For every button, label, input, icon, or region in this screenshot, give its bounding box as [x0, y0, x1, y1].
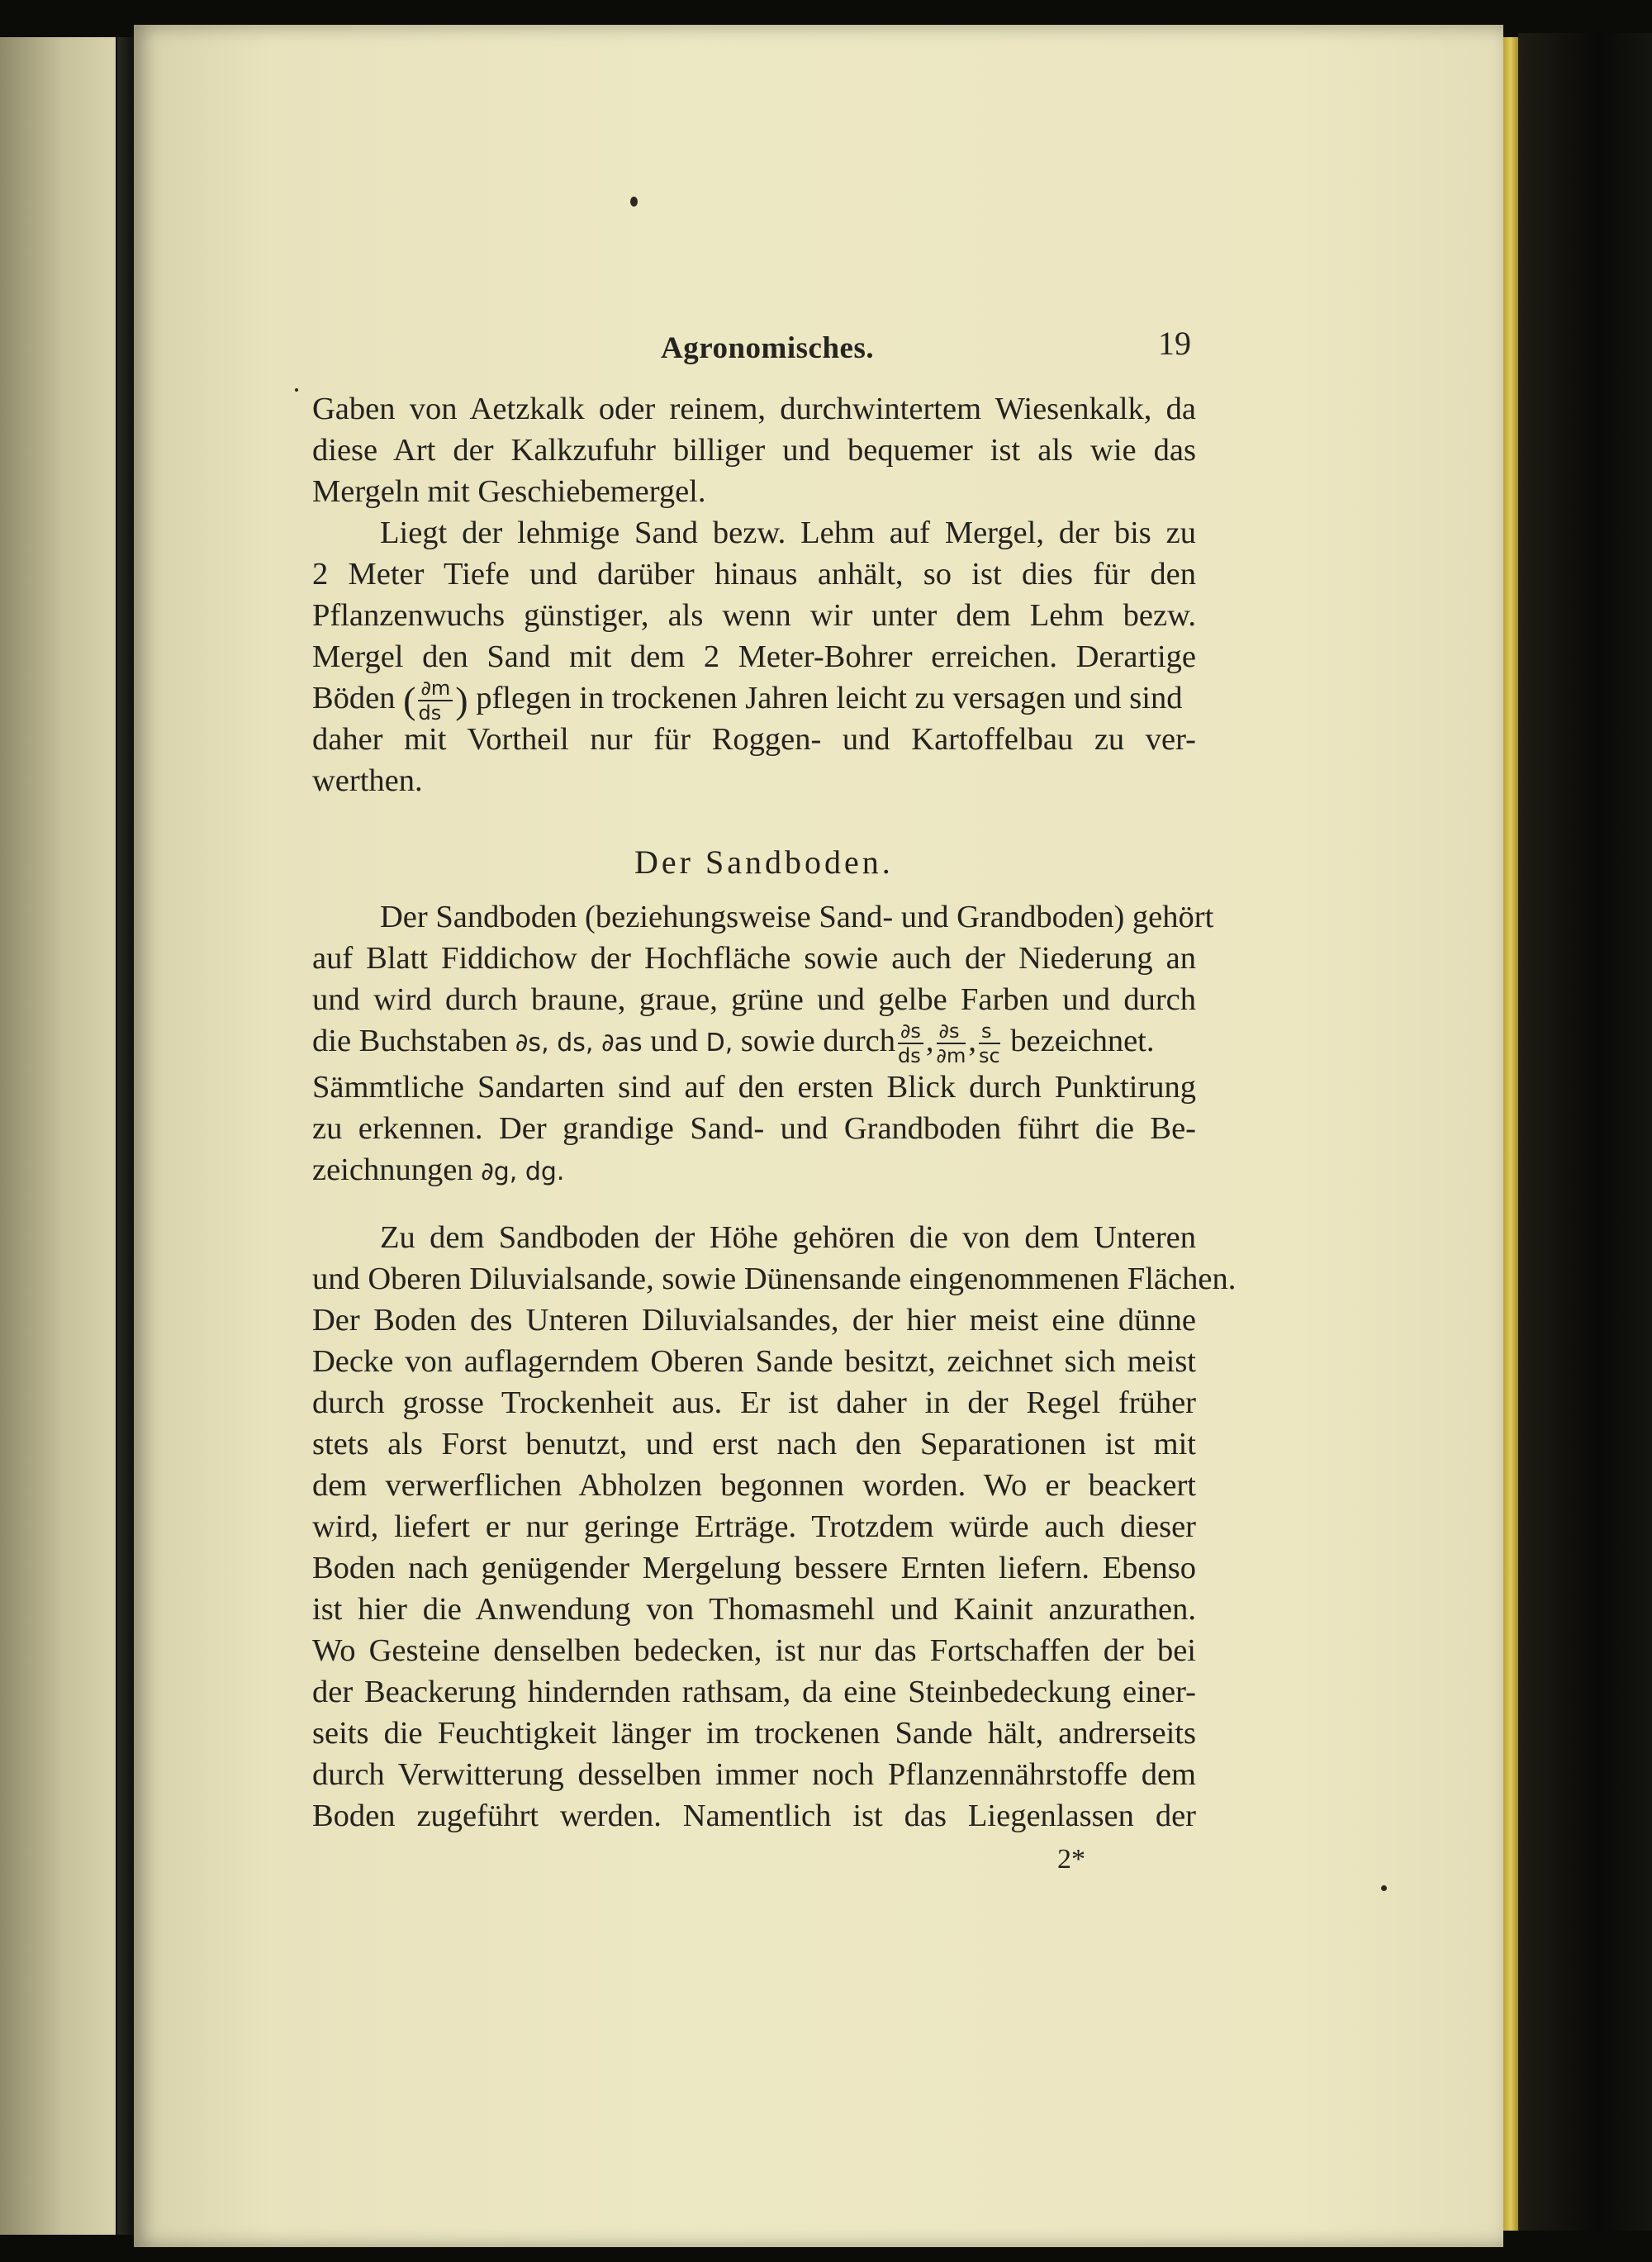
ink-speck	[630, 197, 638, 207]
text-fragment: Böden	[312, 681, 396, 715]
fraction-numerator: s	[979, 1021, 1000, 1044]
fraction-numerator: ∂s	[937, 1021, 966, 1044]
text-line: Der Sandboden (beziehungsweise Sand- und Grandboden) gehört	[380, 900, 1214, 934]
text-line: ist hier die Anwendung von Thomasmehl und Kainit anzurathen.	[312, 1592, 1196, 1627]
text-line: diese Art der Kalkzufuhr billiger und bequemer ist als wie das	[312, 433, 1196, 468]
text-line: Boden zugeführt werden. Namentlich ist das Liegenlassen der	[312, 1799, 1196, 1833]
text-line: durch grosse Trockenheit aus. Er ist daher in der Regel früher	[312, 1385, 1196, 1420]
text-line: Boden nach genügender Mergelung bessere Ernten liefern. Ebenso	[312, 1551, 1196, 1585]
text-line: Mergel den Sand mit dem 2 Meter-Bohrer erreichen. Derartige	[312, 639, 1196, 674]
text-line-with-fraction	[312, 677, 1196, 725]
fraction-symbol	[979, 1021, 1000, 1066]
text-fragment: bezeichnet.	[1010, 1024, 1155, 1058]
section-heading: Der Sandboden.	[634, 843, 894, 881]
ink-speck	[1381, 1885, 1387, 1891]
book-cover-edge	[1518, 33, 1652, 2231]
ink-speck	[295, 388, 298, 392]
text-line: werthen.	[312, 763, 423, 798]
text-fragment: zeichnungen	[312, 1152, 473, 1187]
text-line: wird, liefert er nur geringe Erträge. Trotzdem würde auch dieser	[312, 1509, 1196, 1544]
map-symbol: ds,	[557, 1029, 594, 1057]
map-symbol: ∂as	[601, 1029, 643, 1057]
left-page-edge	[0, 37, 116, 2235]
text-line: und wird durch braune, graue, grüne und gelbe Farben und durch	[312, 982, 1196, 1017]
text-line: Decke von auflagerndem Oberen Sande besitzt, zeichnet sich meist	[312, 1344, 1196, 1379]
fraction-denominator: ds	[897, 1044, 921, 1068]
parenthesis-close: )	[455, 679, 468, 722]
signature-mark: 2*	[1057, 1844, 1085, 1875]
fraction-numerator: ∂s	[898, 1021, 923, 1044]
map-symbol: ∂g, dg.	[481, 1157, 565, 1186]
fraction-symbol	[898, 1021, 923, 1066]
text-line: Liegt der lehmige Sand bezw. Lehm auf Mergel, der bis zu	[380, 516, 1196, 550]
text-line: 2 Meter Tiefe und darüber hinaus anhält, so ist dies für den	[312, 557, 1196, 592]
text-line: und Oberen Diluvialsande, sowie Dünensande eingenommenen Flächen.	[312, 1262, 1237, 1296]
page-number: 19	[1158, 325, 1191, 362]
text-line: Sämmtliche Sandarten sind auf den ersten Blick durch Punktirung	[312, 1070, 1196, 1105]
fraction-symbol	[937, 1021, 966, 1066]
fraction-denominator: sc	[978, 1044, 1000, 1068]
map-symbol: D,	[705, 1029, 733, 1057]
text-line: dem verwerflichen Abholzen begonnen worden. Wo er beackert	[312, 1468, 1196, 1503]
fraction-denominator: ∂m	[936, 1044, 966, 1068]
parenthesis-open: (	[403, 679, 416, 722]
text-line: Gaben von Aetzkalk oder reinem, durchwintertem Wiesenkalk, da	[312, 392, 1196, 426]
paragraph-1	[312, 388, 1196, 512]
paragraph-2	[312, 512, 1196, 801]
text-line: Wo Gesteine denselben bedecken, ist nur das Fortschaffen der bei	[312, 1633, 1196, 1668]
text-line: daher mit Vortheil nur für Roggen- und Kartoffelbau zu ver-	[312, 722, 1196, 757]
fraction-numerator: ∂m	[418, 678, 453, 701]
text-line: der Beackerung hindernden rathsam, da eine Steinbedeckung einer-	[312, 1675, 1196, 1709]
text-line: zu erkennen. Der grandige Sand- und Grandboden führt die Be-	[312, 1111, 1196, 1146]
paragraph-3	[312, 896, 1214, 1190]
paragraph-4	[312, 1217, 1237, 1837]
text-line: auf Blatt Fiddichow der Hochfläche sowie auch der Niederung an	[312, 941, 1196, 976]
fraction-dm-ds	[418, 678, 453, 723]
text-fragment: und	[650, 1024, 698, 1058]
running-header: Agronomisches.	[661, 331, 875, 365]
fraction-denominator: ds	[418, 701, 442, 725]
text-fragment: pflegen in trockenen Jahren leicht zu versagen und sind	[476, 681, 1183, 715]
text-fragment: die Buchstaben	[312, 1024, 508, 1058]
text-line: durch Verwitterung desselben immer noch Pflanzennährstoffe dem	[312, 1757, 1196, 1792]
text-line: Pflanzenwuchs günstiger, als wenn wir unter dem Lehm bezw.	[312, 598, 1196, 633]
text-line: Der Boden des Unteren Diluvialsandes, der hier meist eine dünne	[312, 1303, 1196, 1338]
text-line-with-symbols: die Buchstaben ∂s, ds, ∂as und D, sowie durch $\frac{\partial s}{ds}$ , $\frac{\partial s}{\partial m}$ , $\frac{s}{sc}$ bezeichnet.	[312, 1019, 1155, 1068]
text-line: Mergeln mit Geschiebemergel.	[312, 474, 706, 509]
text-line: Zu dem Sandboden der Höhe gehören die von dem Unteren	[380, 1220, 1196, 1255]
page-edge	[1503, 37, 1518, 2231]
text-line: stets als Forst benutzt, und erst nach den Separationen ist mit	[312, 1427, 1196, 1461]
text-line-with-symbols	[312, 1149, 1196, 1190]
map-symbol: ∂s,	[515, 1029, 549, 1057]
text-fragment: sowie durch	[740, 1024, 895, 1058]
text-line: seits die Feuchtigkeit länger im trockenen Sande hält, andrerseits	[312, 1716, 1196, 1751]
